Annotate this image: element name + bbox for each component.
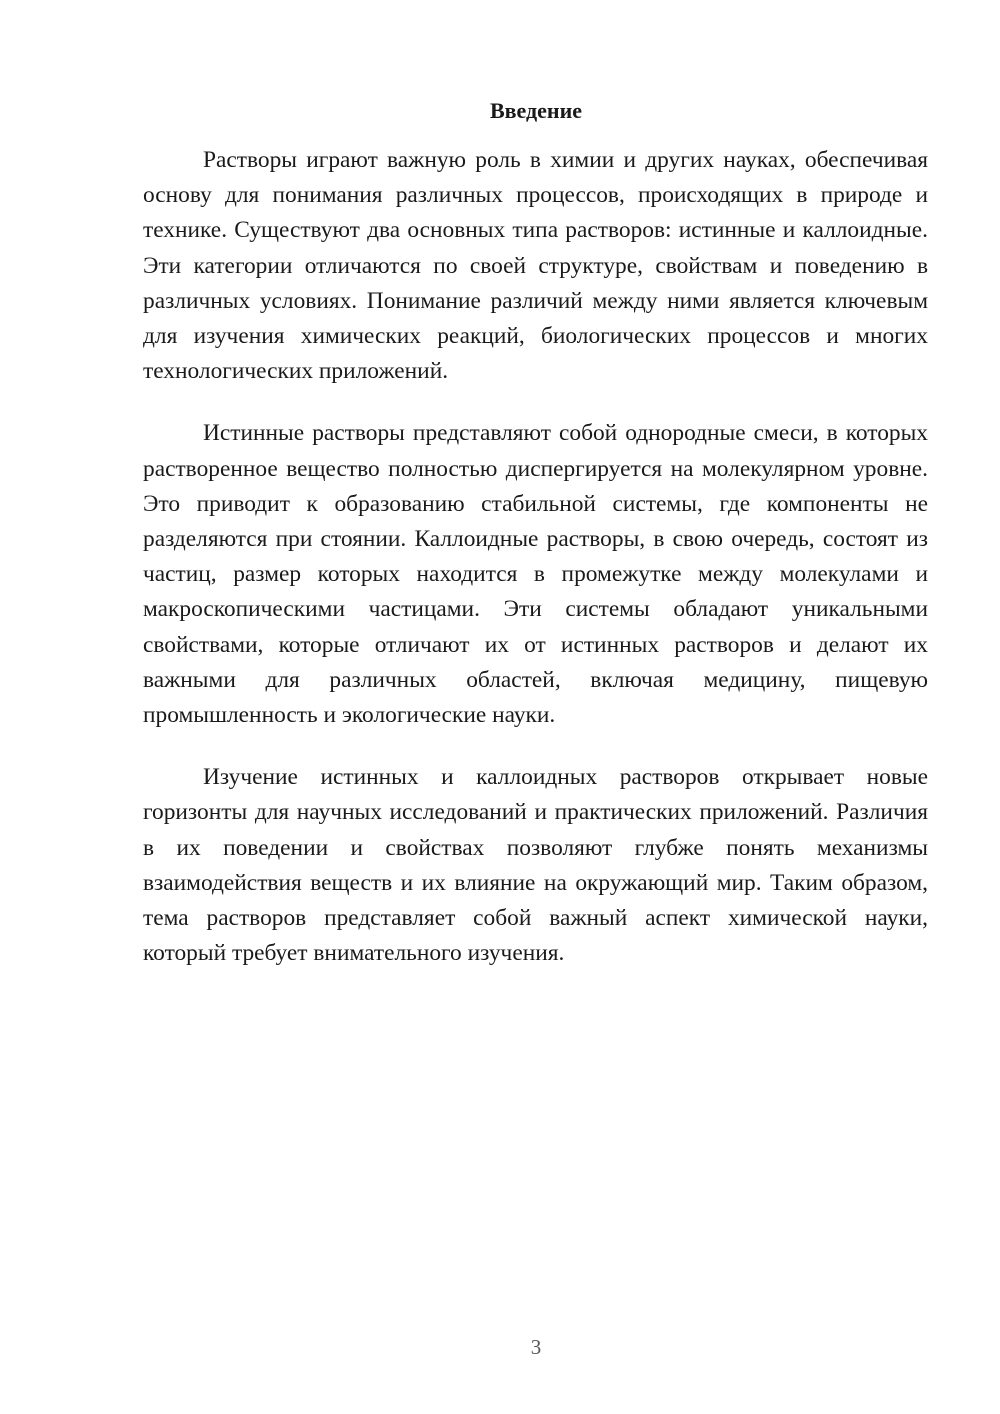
page-number: 3 bbox=[530, 1335, 542, 1359]
paragraph-2: Истинные растворы представляют собой однородные смеси, в которых растворенное вещество полностью диспергируется на молекулярном уровне. Это приводит к образованию стабильной системы, где компоненты не разделяются при стоянии. Каллоидные растворы, в свою очередь, состоят из частиц, размер которых находится в промежутке между молекулами и макроскопическими частицами. Эти системы обладают уникальными свойствами, которые отличают их от истинных растворов и делают их важными для различных областей, включая медицину, пищевую промышленность и экологические науки. bbox=[143, 420, 928, 729]
body-text bbox=[143, 143, 928, 971]
paragraph-3: Изучение истинных и каллоидных растворов открывает новые горизонты для научных исследований и практических приложений. Различия в их поведении и свойствах позволяют глубже понять механизмы взаимодействия веществ и их влияние на окружающий мир. Таким образом, тема растворов представляет собой важный аспект химической науки, который требует внимательного изучения. bbox=[143, 764, 928, 967]
section-heading: Введение bbox=[489, 98, 583, 123]
paragraph-1: Растворы играют важную роль в химии и других науках, обеспечивая основу для понимания различных процессов, происходящих в природе и технике. Существуют два основных типа растворов: истинные и каллоидные. Эти категории отличаются по своей структуре, свойствам и поведению в различных условиях. Понимание различий между ними является ключевым для изучения химических реакций, биологических процессов и многих технологических приложений. bbox=[143, 147, 928, 385]
